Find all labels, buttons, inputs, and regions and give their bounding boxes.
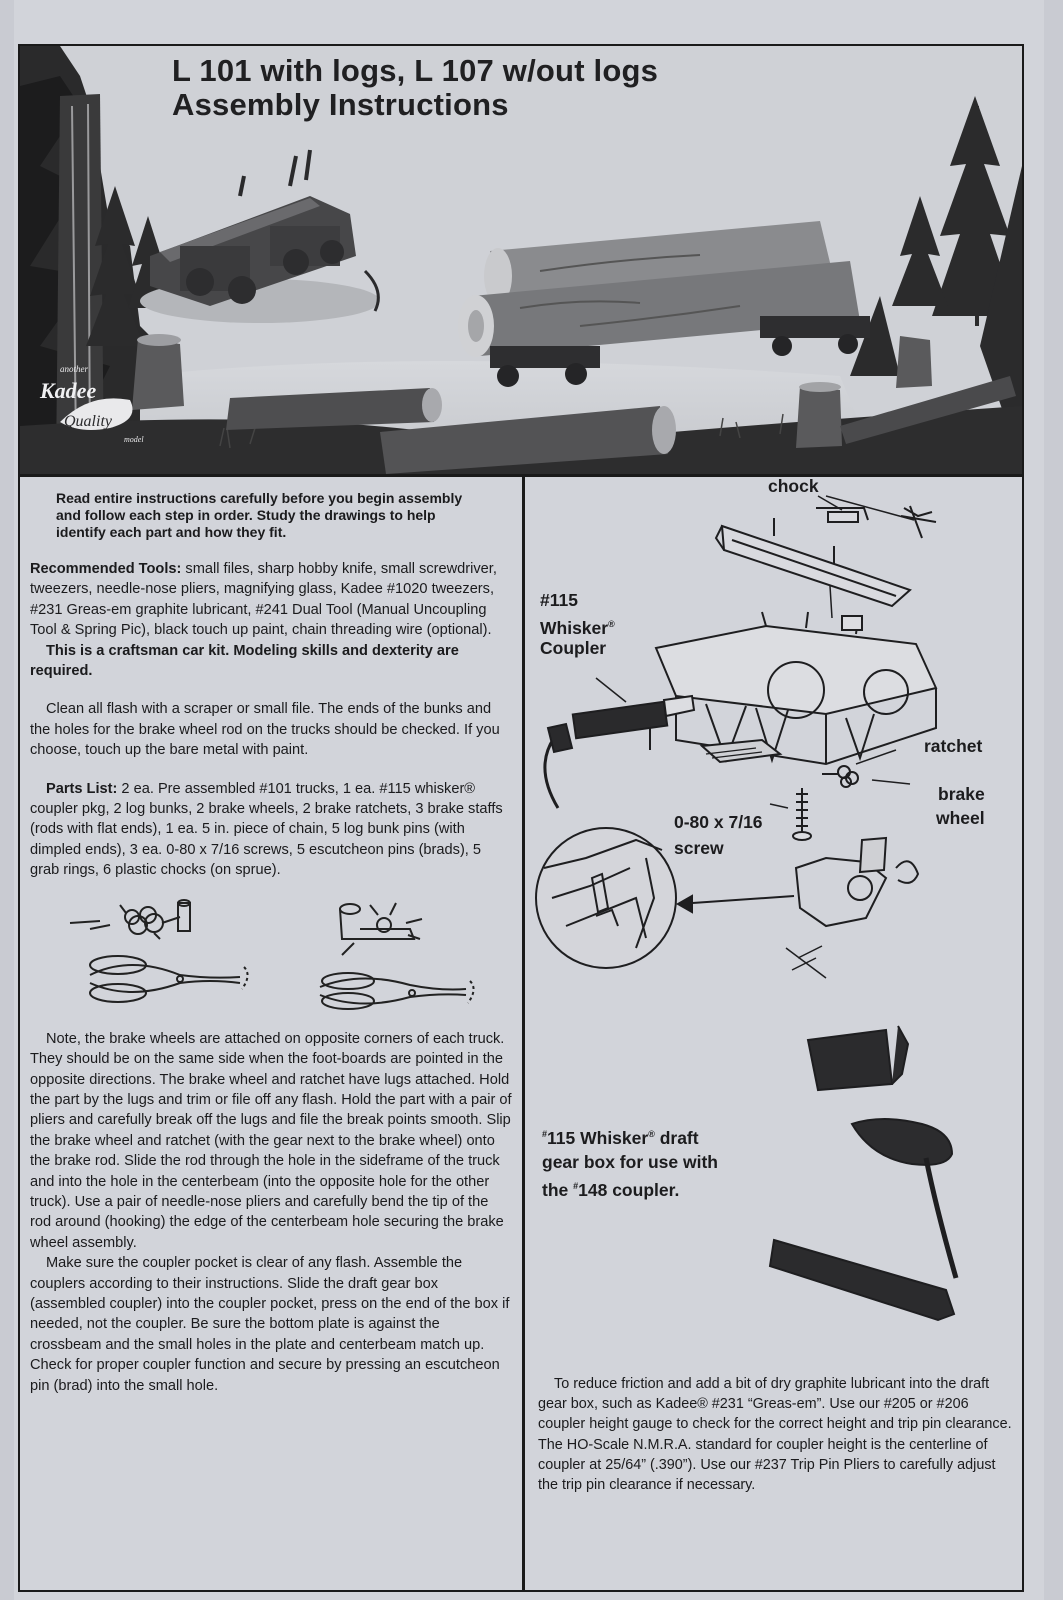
- label-chock: chock: [768, 476, 819, 496]
- hash-sup-1: #: [542, 1129, 548, 1139]
- logo-brand: Kadee: [40, 378, 97, 403]
- draft-gear-line2: gear box for use with: [542, 1151, 718, 1172]
- parts-label: Parts List:: [46, 780, 118, 797]
- registered-mark: ®: [608, 619, 615, 629]
- label-whisker-text: Whisker: [540, 617, 609, 638]
- draft-gear-line3-start: the: [542, 1179, 574, 1200]
- label-screw: screw: [674, 838, 724, 858]
- instructions-column: [30, 490, 512, 1396]
- label-115: #115: [540, 590, 578, 610]
- section-divider-horizontal: [20, 474, 1022, 477]
- recommended-tools: [30, 559, 512, 641]
- hash-sup-2: #: [573, 1180, 579, 1191]
- logo-tagline: Quality: [64, 413, 112, 430]
- parts-text: 2 ea. Pre assembled #101 trucks, 1 ea. #115 whisker® coupler pkg, 2 log bunks, 2 brake wheels, 2 brake ratchets, 3 brake staffs (rods with flat ends), 1 ea. 5 in. piece of chain, 5 log bunk pins (with dimpled ends), 3 ea. 0-80 x 7/16 screws, 5 escutcheon pins (brads), 5 grab rings, 6 plastic chocks (on sprue).: [30, 780, 503, 879]
- logo-small-bottom: model: [124, 435, 144, 444]
- column-divider-vertical: [522, 474, 525, 1592]
- draft-gear-line1-end: draft: [654, 1127, 699, 1148]
- draft-gear-line3: [542, 1174, 802, 1202]
- pliers-illustration: [30, 895, 512, 1015]
- tools-label: Recommended Tools:: [30, 561, 182, 577]
- tools-text: small files, sharp hobby knife, small screwdriver, tweezers, needle-nose pliers, magnifying glass, Kadee #1020 tweezers, #231 Greas-em graphite lubricant, #241 Dual Tool (Manual Uncoupling Tool & Spring Pic), black touch up paint, chain threading wire (optional).: [30, 561, 497, 639]
- page-subtitle: Assembly Instructions: [172, 87, 509, 122]
- brake-wheel-drawings: [30, 895, 512, 1015]
- label-screw-size: 0-80 x 7/16: [674, 812, 763, 832]
- page-title: L 101 with logs, L 107 w/out logs: [172, 53, 659, 88]
- coupler-paragraph: Make sure the coupler pocket is clear of any flash. Assemble the couplers according to their instructions. Slide the draft gear box (assembled coupler) into the coupler pocket, press on the end of the box if needed, not the coupler. Be sure the bottom plate is against the crossbeam and the small holes in the plate and centerbeam match up. Check for proper coupler function and secure by pressing an escutcheon pin (brad) into the small hole.: [30, 1255, 510, 1394]
- header-banner: [20, 46, 1022, 474]
- label-wheel: wheel: [936, 808, 985, 828]
- title-block: [172, 54, 658, 122]
- label-coupler: Coupler: [540, 638, 607, 658]
- draft-gear-line3-end: 148 coupler.: [578, 1179, 680, 1200]
- craftsman-note: This is a craftsman car kit. Modeling skills and dexterity are required.: [30, 642, 459, 680]
- label-ratchet: ratchet: [924, 736, 983, 756]
- parts-list: [30, 779, 512, 881]
- friction-paragraph: To reduce friction and add a bit of dry graphite lubricant into the draft gear box, such as Kadee® #231 “Greas-em”. Use our #205 or #206 coupler height gauge to check for the correct height and trip pin clearance. The HO-Scale N.M.R.A. standard for coupler height is the centerline of coupler at 25/64” (.390”). Use our #237 Trip Pin Pliers to carefully adjust the trip pin clearance if necessary.: [538, 1376, 1012, 1494]
- draft-gear-caption: [542, 1122, 802, 1202]
- draft-gear-line1-text: 115 Whisker: [547, 1127, 649, 1148]
- label-brake: brake: [938, 784, 985, 804]
- intro-paragraph: Read entire instructions carefully before you begin assembly and follow each step in order. Study the drawings to help identify each part and how they fit.: [56, 490, 463, 540]
- brake-wheel-note: Note, the brake wheels are attached on opposite corners of each truck. They should be on the same side when the foot-boards are pointed in the opposite directions. The brake wheel and ratchet have lugs attached. Hold the part by the lugs and trim or file off any flash. Hold the part with a pair of pliers and carefully break off the lugs and file the break points smooth. Slip the brake wheel and ratchet (with the gear next to the brake wheel) onto the brake rod. Slide the rod through the hole in the sideframe of the truck and into the hole in the centerbeam (into the opposite hole for the other truck). Use a pair of needle-nose pliers and carefully bend the tip of the rod around (hooking) the edge of the centerbeam hole securing the brake wheel assembly.: [30, 1030, 512, 1251]
- draft-gear-line1: [542, 1122, 802, 1150]
- clean-flash-paragraph: Clean all flash with a scraper or small file. The ends of the bunks and the holes for the brake wheel rod on the trucks should be checked. If you choose, touch up the bare metal with paint.: [30, 701, 500, 759]
- logo-small-top: another: [60, 364, 88, 374]
- registered-mark-2: ®: [648, 1129, 655, 1139]
